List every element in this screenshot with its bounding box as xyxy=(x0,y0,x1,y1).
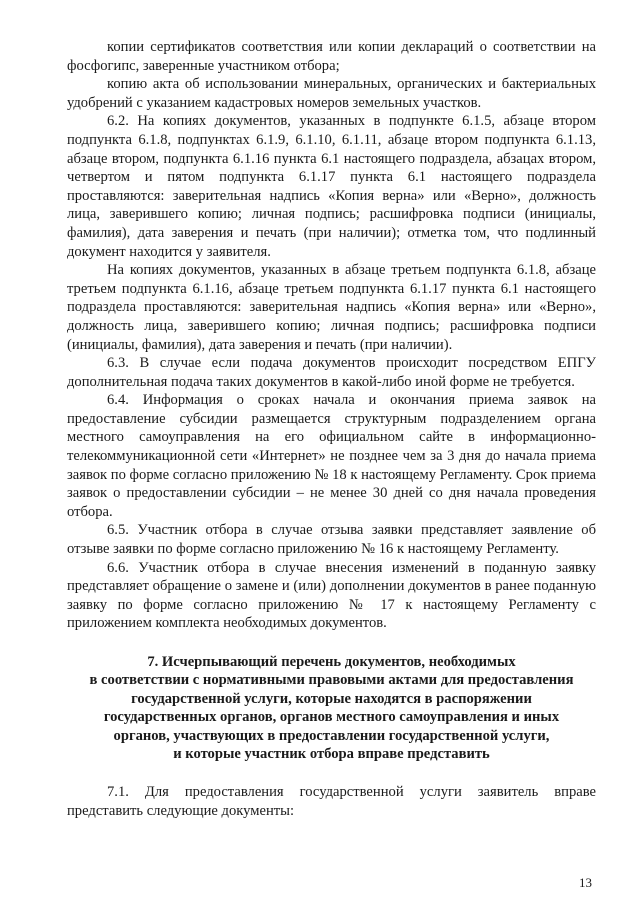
paragraph-fertilizer-act: копию акта об использовании минеральных, органических и бактериальных удобрений с указанием кадастровых номеров земельных участков. xyxy=(67,76,596,111)
paragraph-6-6: 6.6. Участник отбора в случае внесения изменений в поданную заявку представляет обращение о замене и (или) дополнении документов в ранее поданную заявку по форме согласно приложению № 17 к настоящему Регламенту с приложением комплекта необходимых документов. xyxy=(67,559,596,632)
paragraph-6-2-copies: На копиях документов, указанных в абзаце третьем подпункта 6.1.8, абзаце третьем подпункта 6.1.16, абзаце третьем подпункта 6.1.17 пункта 6.1 настоящего подраздела проставляются: заверительная надпись «Копия верна» или «Верно», должность лица, заверившего копию; личная подпись; расшифровка подписи (инициалы, фамилия), дата заверения и печать (при наличии). xyxy=(67,262,596,353)
heading-line: органов, участвующих в предоставлении государственной услуги, xyxy=(113,727,550,744)
heading-line: государственной услуги, которые находятся в распоряжении xyxy=(131,690,532,707)
paragraph-6-3: 6.3. В случае если подача документов происходит посредством ЕПГУ дополнительная подача таких документов в какой-либо иной форме не требуется. xyxy=(67,355,596,390)
heading-line: в соответствии с нормативными правовыми актами для предоставления xyxy=(89,672,574,689)
text-block-top xyxy=(67,38,596,633)
paragraph-6-5: 6.5. Участник отбора в случае отзыва заявки представляет заявление об отзыве заявки по форме согласно приложению № 16 к настоящему Регламенту. xyxy=(67,522,596,558)
paragraph-6-2: 6.2. На копиях документов, указанных в подпункте 6.1.5, абзаце втором подпункта 6.1.8, подпунктах 6.1.9, 6.1.10, 6.1.11, абзаце втором подпункта 6.1.13, абзаце втором, подпункта 6.1.16 пункта 6.1 настоящего подраздела, абзацах втором, четвертом и пятом подпункта 6.1.17 пункта 6.1 настоящего подраздела проставляются: заверительная надпись «Копия верна» или «Верно», должность лица, заверившего копию; личная подпись; расшифровка подписи (инициалы, фамилия), дата заверения и печать (при наличии); отметка том, что подлинный документ находится у заявителя. xyxy=(67,113,596,260)
section-heading xyxy=(67,653,596,763)
heading-line: 7. Исчерпывающий перечень документов, необходимых xyxy=(147,654,516,670)
section-gap xyxy=(67,633,596,653)
heading-line: государственных органов, органов местного самоуправления и иных xyxy=(103,709,560,726)
paragraph-7-1: 7.1. Для предоставления государственной услуги заявитель вправе представить следующие документы: xyxy=(67,784,596,820)
heading-line: и которые участник отбора вправе представить xyxy=(173,746,490,763)
paragraph-certificates: копии сертификатов соответствия или копии деклараций о соответствии на фосфогипс, заверенные участником отбора; xyxy=(67,39,596,74)
text-block-bottom xyxy=(67,783,596,820)
page-number: 13 xyxy=(579,875,592,890)
paragraph-6-4: 6.4. Информация о сроках начала и окончания приема заявок на предоставление субсидии размещается структурным подразделением органа местного самоуправления на его официальном сайте в информационно-телекоммуникационной сети «Интернет» не позднее чем за 3 дня до начала приема заявок по форме согласно приложению № 18 к настоящему Регламенту. Срок приема заявок о предоставлении субсидии – не менее 30 дней со дня начала проведения отбора. xyxy=(67,392,596,520)
section-gap xyxy=(67,763,596,783)
